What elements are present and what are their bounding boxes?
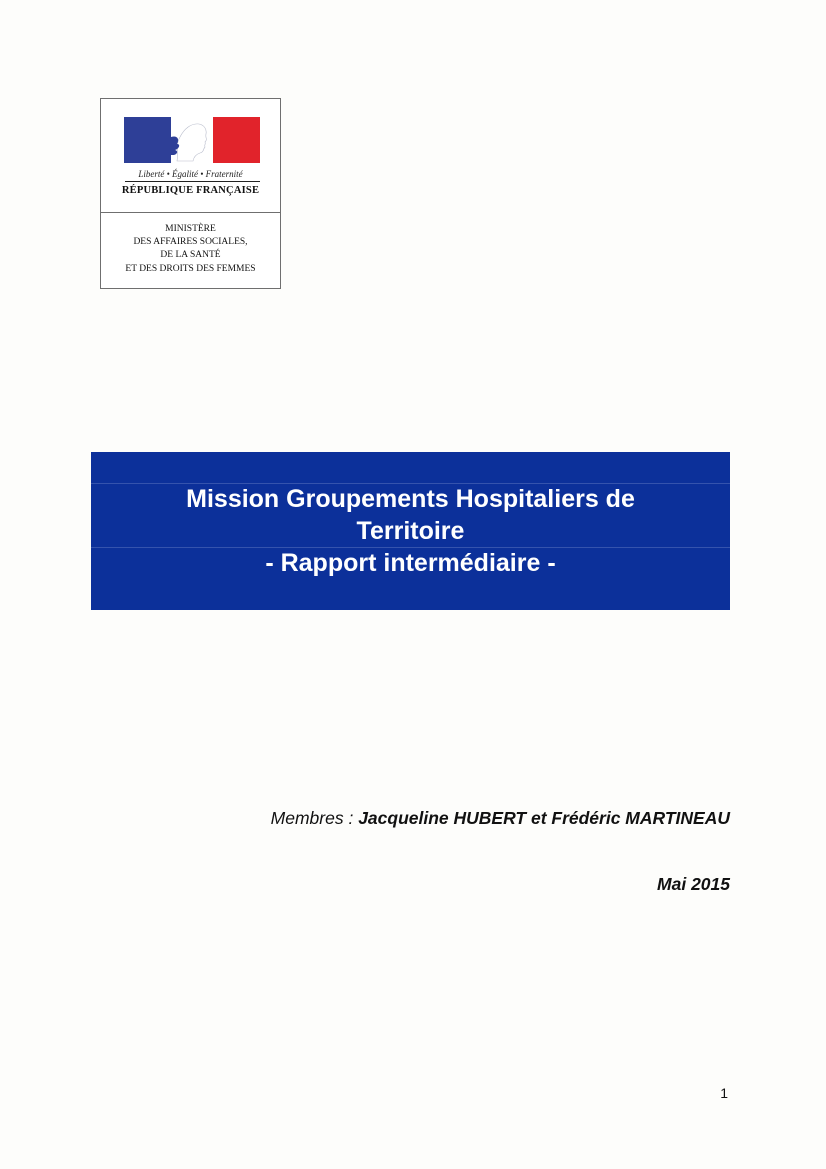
- marianne-logo: [100, 98, 281, 289]
- republic-name: RÉPUBLIQUE FRANÇAISE: [121, 185, 260, 196]
- logo-divider: [101, 212, 280, 213]
- logo-header: [101, 99, 280, 212]
- ministry-line: ET DES DROITS DES FEMMES: [125, 263, 256, 274]
- french-flag-icon: [124, 117, 260, 163]
- title-line-3: - Rapport intermédiaire -: [265, 549, 556, 577]
- ministry-line: DE LA SANTÉ: [160, 250, 221, 261]
- title-line-1: Mission Groupements Hospitaliers de: [186, 485, 635, 513]
- report-date: Mai 2015: [657, 874, 730, 894]
- ministry-name: [101, 223, 280, 276]
- members-label: Membres :: [270, 808, 359, 828]
- members-names: Jacqueline HUBERT et Frédéric MARTINEAU: [358, 808, 730, 828]
- page-number: 1: [720, 1085, 728, 1101]
- motto-text: Liberté • Égalité • Fraternité: [138, 169, 243, 179]
- ministry-line: DES AFFAIRES SOCIALES,: [133, 237, 248, 248]
- motto-rule: [125, 181, 260, 182]
- title-banner: [91, 452, 730, 610]
- ministry-line: MINISTÈRE: [165, 224, 216, 234]
- title-line-2: Territoire: [356, 517, 465, 545]
- members-line: [271, 808, 730, 829]
- marianne-profile-icon: [171, 117, 213, 163]
